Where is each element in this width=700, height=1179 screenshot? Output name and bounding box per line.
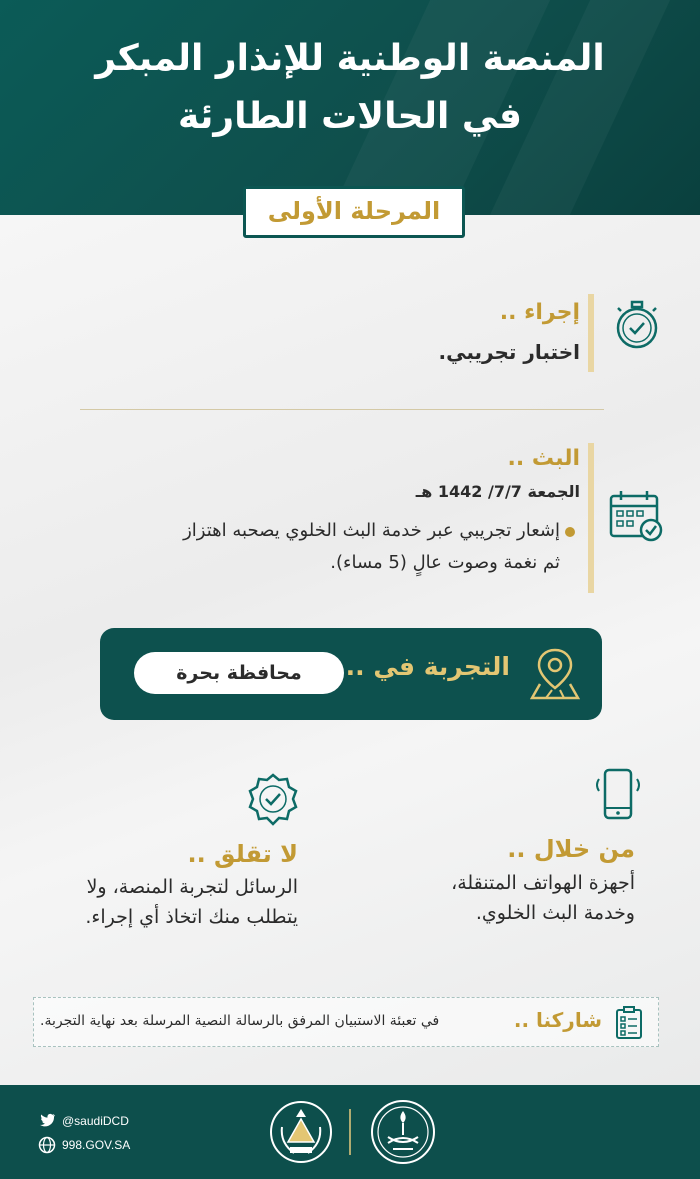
share-survey-box bbox=[33, 997, 659, 1047]
broadcast-accent-bar bbox=[588, 443, 594, 593]
calendar-check-icon bbox=[607, 488, 667, 546]
dont-worry-line1: الرسائل لتجربة المنصة، ولا bbox=[86, 876, 298, 898]
footer-separator bbox=[349, 1109, 351, 1155]
phase-badge: المرحلة الأولى bbox=[243, 186, 465, 238]
footer-bar bbox=[0, 1085, 700, 1179]
website-link[interactable]: 998.GOV.SA bbox=[62, 1138, 131, 1152]
header-banner bbox=[0, 0, 700, 215]
page-title-line1: المنصة الوطنية للإنذار المبكر bbox=[95, 38, 605, 79]
section-divider bbox=[80, 409, 604, 410]
broadcast-line1: إشعار تجريبي عبر خدمة البث الخلوي يصحبه اهتزاز bbox=[183, 520, 560, 541]
civil-defense-logo bbox=[266, 1097, 336, 1167]
stopwatch-icon bbox=[609, 297, 665, 353]
trial-label: التجربة في .. bbox=[345, 652, 510, 681]
dont-worry-title: لا تقلق .. bbox=[187, 840, 298, 868]
dont-worry-line2: يتطلب منك اتخاذ أي إجراء. bbox=[85, 906, 298, 928]
ministry-of-interior-emblem bbox=[368, 1097, 438, 1167]
broadcast-line2: ثم نغمة وصوت عالٍ (5 مساء). bbox=[330, 552, 560, 573]
through-line2: وخدمة البث الخلوي. bbox=[475, 902, 635, 924]
globe-icon bbox=[38, 1136, 56, 1154]
trial-location: محافظة بحرة bbox=[134, 652, 344, 694]
through-title: من خلال .. bbox=[507, 835, 635, 863]
procedure-text: اختبار تجريبي. bbox=[438, 340, 580, 364]
share-text: في تعبئة الاستبيان المرفق بالرسالة النصية المرسلة بعد نهاية التجربة. bbox=[40, 1013, 440, 1029]
bullet-dot bbox=[565, 527, 575, 537]
procedure-title: إجراء .. bbox=[499, 300, 580, 325]
twitter-icon bbox=[40, 1113, 56, 1127]
mobile-phone-icon bbox=[590, 765, 646, 825]
through-line1: أجهزة الهواتف المتنقلة، bbox=[451, 872, 635, 894]
checklist-icon bbox=[614, 1006, 644, 1040]
broadcast-title: البث .. bbox=[507, 446, 580, 471]
broadcast-date: الجمعة 7/7/ 1442 هـ bbox=[415, 482, 580, 501]
page-title-line2: في الحالات الطارئة bbox=[178, 96, 522, 137]
verified-badge-icon bbox=[245, 772, 301, 828]
location-map-icon bbox=[530, 646, 580, 702]
procedure-accent-bar bbox=[588, 294, 594, 372]
share-label: شاركنا .. bbox=[513, 1008, 602, 1032]
trial-location-banner bbox=[100, 628, 602, 720]
twitter-handle[interactable]: @saudiDCD bbox=[62, 1114, 129, 1128]
